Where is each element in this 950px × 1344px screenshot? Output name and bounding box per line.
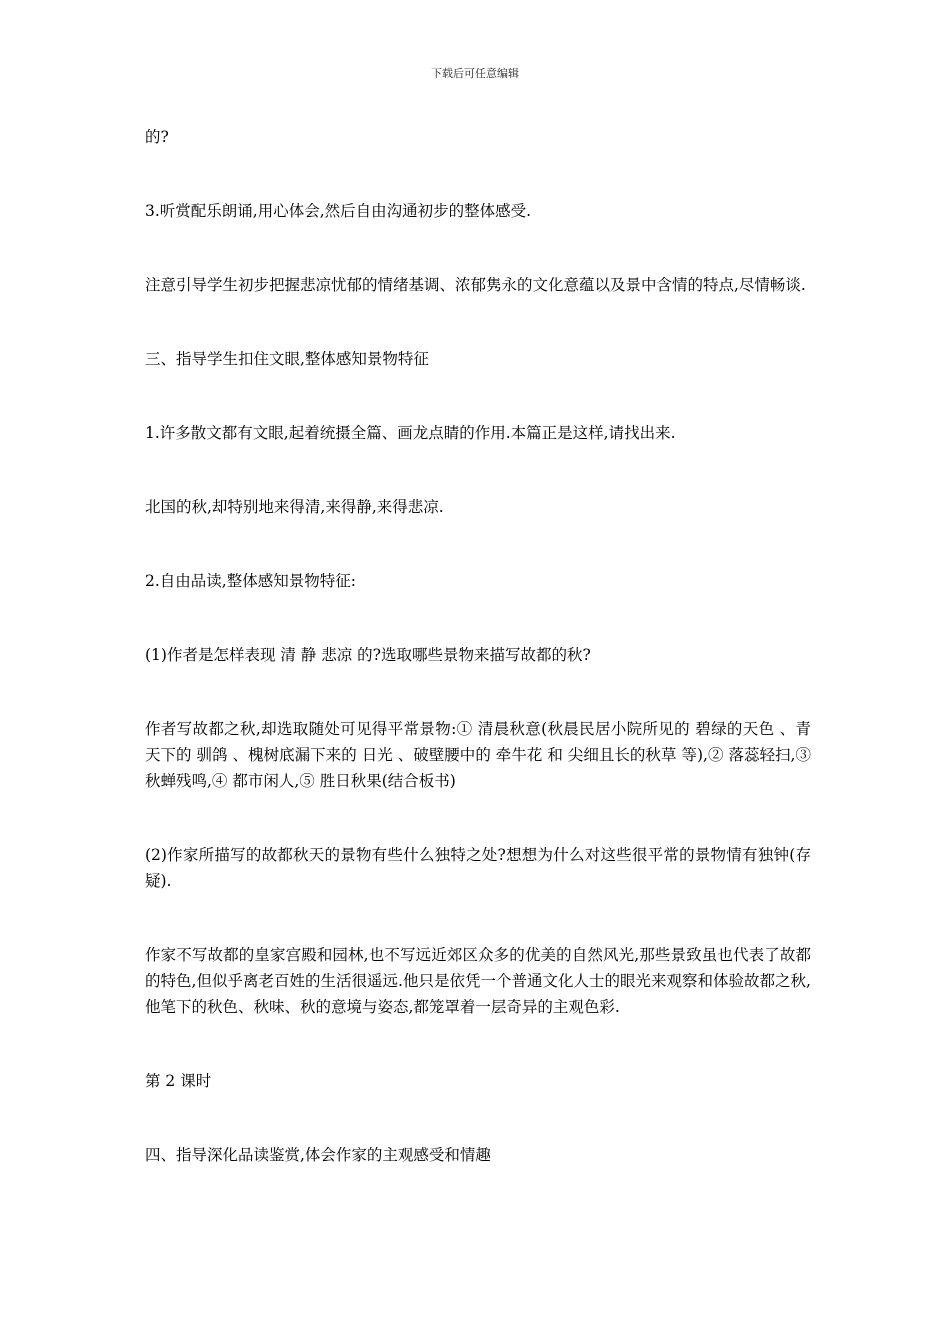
lesson-label: 第 2 课时 bbox=[145, 1072, 212, 1090]
paragraph: 注意引导学生初步把握悲凉忧郁的情绪基调、浓郁隽永的文化意蕴以及景中含情的特点,尽情畅谈. bbox=[145, 276, 806, 294]
paragraph: 作者写故都之秋,却选取随处可见得平常景物:① 清晨秋意(秋晨民居小院所见的 碧绿的天色 、青天下的 驯鸽 、槐树底漏下来的 日光 、破壁腰中的 牵牛花 和 尖细且长的秋草 等),② 落蕊轻扫,③ 秋蝉残鸣,④ 都市闲人,⑤ 胜日秋果(结合板书) bbox=[145, 720, 811, 790]
paragraph: 1.许多散文都有文眼,起着统摄全篇、画龙点睛的作用.本篇正是这样,请找出来. bbox=[145, 424, 676, 442]
paragraph: 3.听赏配乐朗诵,用心体会,然后自由沟通初步的整体感受. bbox=[145, 202, 532, 220]
paragraph: 北国的秋,却特别地来得清,来得静,来得悲凉. bbox=[145, 498, 444, 516]
page-header: 下载后可任意编辑 bbox=[431, 67, 519, 80]
paragraph: 2.自由品读,整体感知景物特征: bbox=[145, 572, 356, 590]
paragraph: 作家不写故都的皇家宫殿和园林,也不写远近郊区众多的优美的自然风光,那些景致虽也代表了故都的特色,但似乎离老百姓的生活很遥远.他只是依凭一个普通文化人士的眼光来观察和体验故都之秋,他笔下的秋色、秋味、秋的意境与姿态,都笼罩着一层奇异的主观色彩. bbox=[145, 946, 811, 1016]
section-heading: 四、指导深化品读鉴赏,体会作家的主观感受和情趣 bbox=[145, 1146, 491, 1164]
paragraph: 的? bbox=[145, 128, 169, 146]
paragraph: (1)作者是怎样表现 清 静 悲凉 的?选取哪些景物来描写故都的秋? bbox=[145, 646, 591, 664]
document-body bbox=[145, 124, 811, 1216]
paragraph: (2)作家所描写的故都秋天的景物有些什么独特之处?想想为什么对这些很平常的景物情有独钟(存疑). bbox=[145, 846, 811, 890]
section-heading: 三、指导学生扣住文眼,整体感知景物特征 bbox=[145, 350, 429, 368]
